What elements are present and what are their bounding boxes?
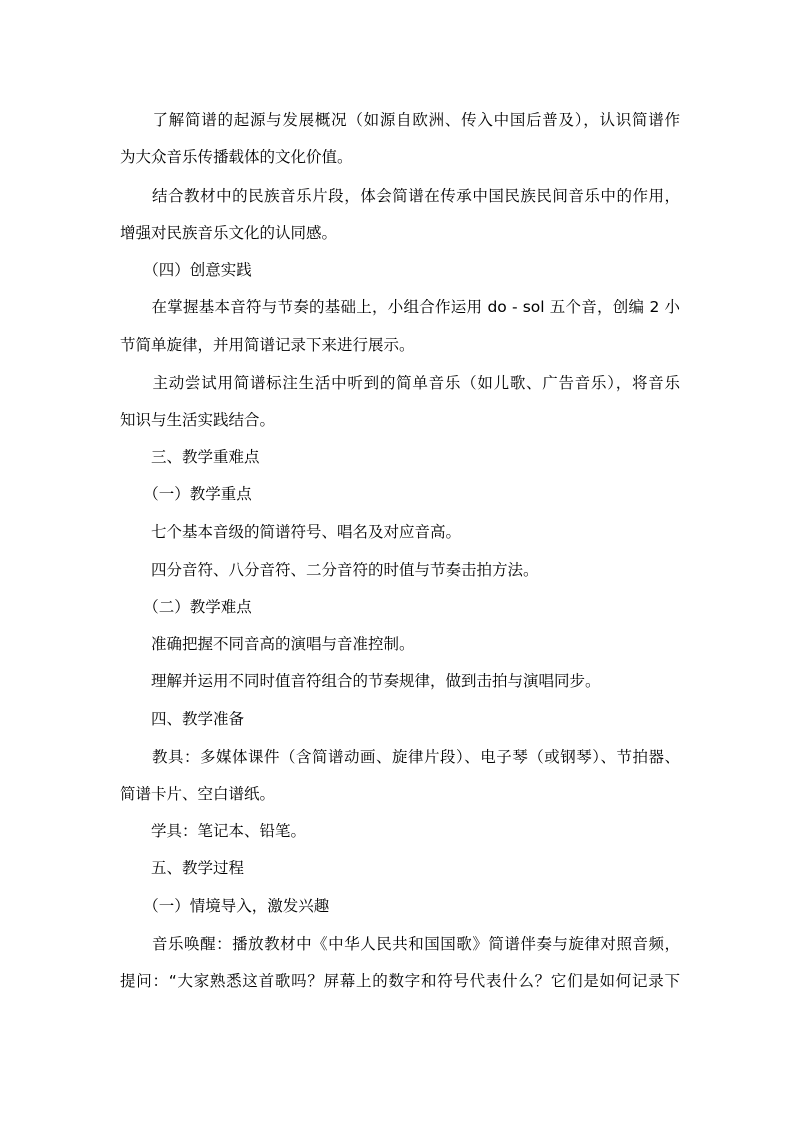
text-line: 节简单旋律，并用简谱记录下来进行展示。 [120, 336, 415, 354]
text-line: 主动尝试用简谱标注生活中听到的简单音乐（如儿歌、广告音乐），将音乐 [120, 374, 680, 392]
text-line: 七个基本音级的简谱符号、唱名及对应音高。 [120, 523, 462, 541]
text-line: 了解简谱的起源与发展概况（如源自欧洲、传入中国后普及），认识简谱作 [120, 111, 680, 129]
text-line: 简谱卡片、空白谱纸。 [120, 785, 276, 803]
text-line: 结合教材中的民族音乐片段，体会简谱在传承中国民族民间音乐中的作用， [120, 187, 680, 205]
text-line: 增强对民族音乐文化的认同感。 [120, 224, 338, 242]
section-heading: （一）情境导入，激发兴趣 [120, 897, 330, 915]
text-line: 理解并运用不同时值音符组合的节奏规律，做到击拍与演唱同步。 [120, 672, 601, 690]
text-line: 知识与生活实践结合。 [120, 411, 276, 429]
section-heading: （一）教学重点 [120, 485, 252, 503]
text-line: 学具：笔记本、铅笔。 [120, 822, 307, 840]
text-line: 音乐唤醒：播放教材中《中华人民共和国国歌》简谱伴奏与旋律对照音频， [120, 935, 680, 953]
text-line: 在掌握基本音符与节奏的基础上，小组合作运用 do - sol 五个音，创编 2 小 [120, 298, 680, 316]
section-heading: 五、教学过程 [120, 859, 245, 877]
text-line: 四分音符、八分音符、二分音符的时值与节奏击拍方法。 [120, 561, 539, 579]
text-line: 教具：多媒体课件（含简谱动画、旋律片段）、电子琴（或钢琴）、节拍器、 [120, 748, 680, 766]
section-heading: （二）教学难点 [120, 598, 252, 616]
section-heading: （四）创意实践 [120, 261, 252, 279]
text-line: 提问：“大家熟悉这首歌吗？屏幕上的数字和符号代表什么？它们是如何记录下 [120, 972, 680, 990]
section-heading: 四、教学准备 [120, 710, 245, 728]
text-line: 为大众音乐传播载体的文化价值。 [120, 148, 353, 166]
text-line: 准确把握不同音高的演唱与音准控制。 [120, 635, 415, 653]
section-heading: 三、教学重难点 [120, 448, 260, 466]
